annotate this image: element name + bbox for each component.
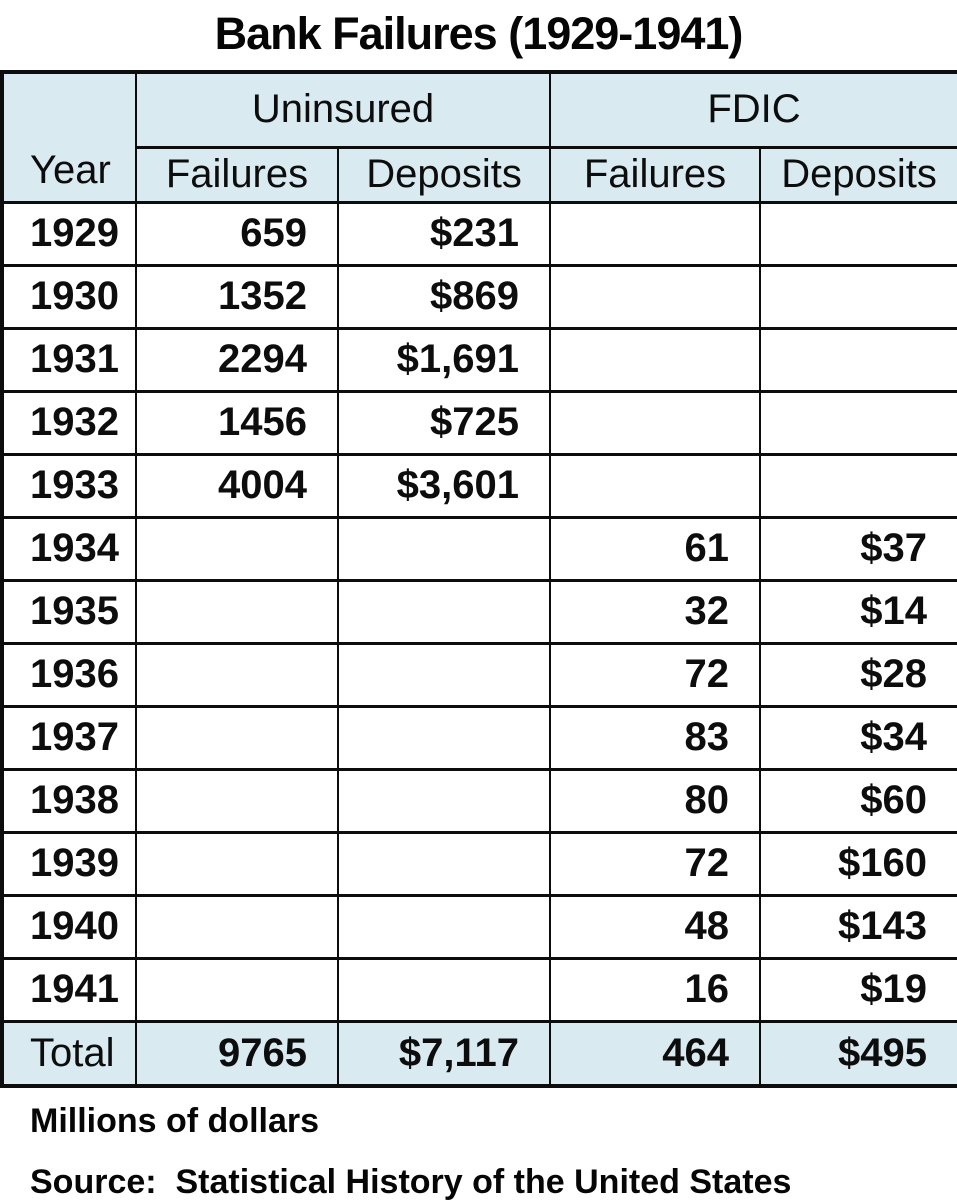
page-title: Bank Failures (1929-1941) xyxy=(214,8,743,59)
fdic-failures-cell: 32 xyxy=(550,580,760,643)
bank-failures-table xyxy=(0,70,957,1088)
table-row xyxy=(2,454,957,517)
year-cell: 1930 xyxy=(2,265,136,328)
table-total-row xyxy=(2,1021,957,1086)
table-row xyxy=(2,328,957,391)
fdic-deposits-cell: $60 xyxy=(760,769,957,832)
year-cell: 1933 xyxy=(2,454,136,517)
fdic-deposits-cell: $143 xyxy=(760,895,957,958)
uninsured-failures-cell xyxy=(136,706,338,769)
year-cell: 1935 xyxy=(2,580,136,643)
table-row xyxy=(2,769,957,832)
column-header-uninsured-deposits: Deposits xyxy=(338,147,550,202)
units-note: Millions of dollars xyxy=(30,1102,320,1140)
year-cell: 1934 xyxy=(2,517,136,580)
year-cell: 1931 xyxy=(2,328,136,391)
uninsured-failures-cell: 659 xyxy=(136,202,338,265)
table-row xyxy=(2,580,957,643)
column-header-fdic-failures: Failures xyxy=(550,147,760,202)
column-header-uninsured-failures: Failures xyxy=(136,147,338,202)
uninsured-deposits-cell xyxy=(338,832,550,895)
uninsured-deposits-cell xyxy=(338,769,550,832)
table-row xyxy=(2,832,957,895)
total-label: Total xyxy=(2,1021,136,1086)
year-cell: 1941 xyxy=(2,958,136,1021)
fdic-deposits-cell xyxy=(760,265,957,328)
year-cell: 1932 xyxy=(2,391,136,454)
year-cell: 1940 xyxy=(2,895,136,958)
uninsured-failures-cell xyxy=(136,769,338,832)
uninsured-failures-cell: 1456 xyxy=(136,391,338,454)
fdic-failures-cell xyxy=(550,265,760,328)
fdic-deposits-cell xyxy=(760,391,957,454)
fdic-deposits-cell xyxy=(760,328,957,391)
fdic-failures-cell xyxy=(550,391,760,454)
uninsured-failures-cell xyxy=(136,517,338,580)
uninsured-failures-cell: 1352 xyxy=(136,265,338,328)
fdic-deposits-cell: $37 xyxy=(760,517,957,580)
uninsured-deposits-cell xyxy=(338,517,550,580)
fdic-failures-cell xyxy=(550,454,760,517)
uninsured-deposits-cell xyxy=(338,895,550,958)
fdic-failures-cell: 16 xyxy=(550,958,760,1021)
uninsured-failures-cell xyxy=(136,643,338,706)
column-header-fdic-deposits: Deposits xyxy=(760,147,957,202)
year-cell: 1929 xyxy=(2,202,136,265)
year-cell: 1939 xyxy=(2,832,136,895)
uninsured-deposits-cell xyxy=(338,580,550,643)
uninsured-deposits-cell: $231 xyxy=(338,202,550,265)
group-header-fdic: FDIC xyxy=(550,72,957,147)
total-uninsured-failures: 9765 xyxy=(136,1021,338,1086)
uninsured-failures-cell: 2294 xyxy=(136,328,338,391)
source-note: Source: Statistical History of the United States xyxy=(30,1163,792,1200)
table-row xyxy=(2,265,957,328)
fdic-deposits-cell: $14 xyxy=(760,580,957,643)
total-fdic-failures: 464 xyxy=(550,1021,760,1086)
table-row xyxy=(2,391,957,454)
fdic-failures-cell xyxy=(550,202,760,265)
uninsured-failures-cell xyxy=(136,580,338,643)
total-uninsured-deposits: $7,117 xyxy=(338,1021,550,1086)
column-header-year: Year xyxy=(2,72,136,202)
table-row xyxy=(2,202,957,265)
year-cell: 1937 xyxy=(2,706,136,769)
table-row xyxy=(2,706,957,769)
fdic-failures-cell: 61 xyxy=(550,517,760,580)
uninsured-deposits-cell: $725 xyxy=(338,391,550,454)
fdic-failures-cell: 48 xyxy=(550,895,760,958)
uninsured-failures-cell xyxy=(136,958,338,1021)
group-header-uninsured: Uninsured xyxy=(136,72,550,147)
table-row xyxy=(2,517,957,580)
fdic-failures-cell: 83 xyxy=(550,706,760,769)
fdic-failures-cell: 72 xyxy=(550,643,760,706)
table-row xyxy=(2,895,957,958)
uninsured-deposits-cell xyxy=(338,643,550,706)
fdic-failures-cell xyxy=(550,328,760,391)
fdic-deposits-cell: $19 xyxy=(760,958,957,1021)
uninsured-deposits-cell: $869 xyxy=(338,265,550,328)
year-cell: 1936 xyxy=(2,643,136,706)
uninsured-deposits-cell xyxy=(338,706,550,769)
uninsured-deposits-cell xyxy=(338,958,550,1021)
uninsured-failures-cell: 4004 xyxy=(136,454,338,517)
fdic-deposits-cell: $34 xyxy=(760,706,957,769)
fdic-deposits-cell xyxy=(760,202,957,265)
year-cell: 1938 xyxy=(2,769,136,832)
uninsured-failures-cell xyxy=(136,895,338,958)
fdic-deposits-cell xyxy=(760,454,957,517)
table-row xyxy=(2,958,957,1021)
fdic-failures-cell: 80 xyxy=(550,769,760,832)
uninsured-deposits-cell: $3,601 xyxy=(338,454,550,517)
uninsured-deposits-cell: $1,691 xyxy=(338,328,550,391)
fdic-deposits-cell: $28 xyxy=(760,643,957,706)
table-row xyxy=(2,643,957,706)
uninsured-failures-cell xyxy=(136,832,338,895)
fdic-failures-cell: 72 xyxy=(550,832,760,895)
fdic-deposits-cell: $160 xyxy=(760,832,957,895)
total-fdic-deposits: $495 xyxy=(760,1021,957,1086)
